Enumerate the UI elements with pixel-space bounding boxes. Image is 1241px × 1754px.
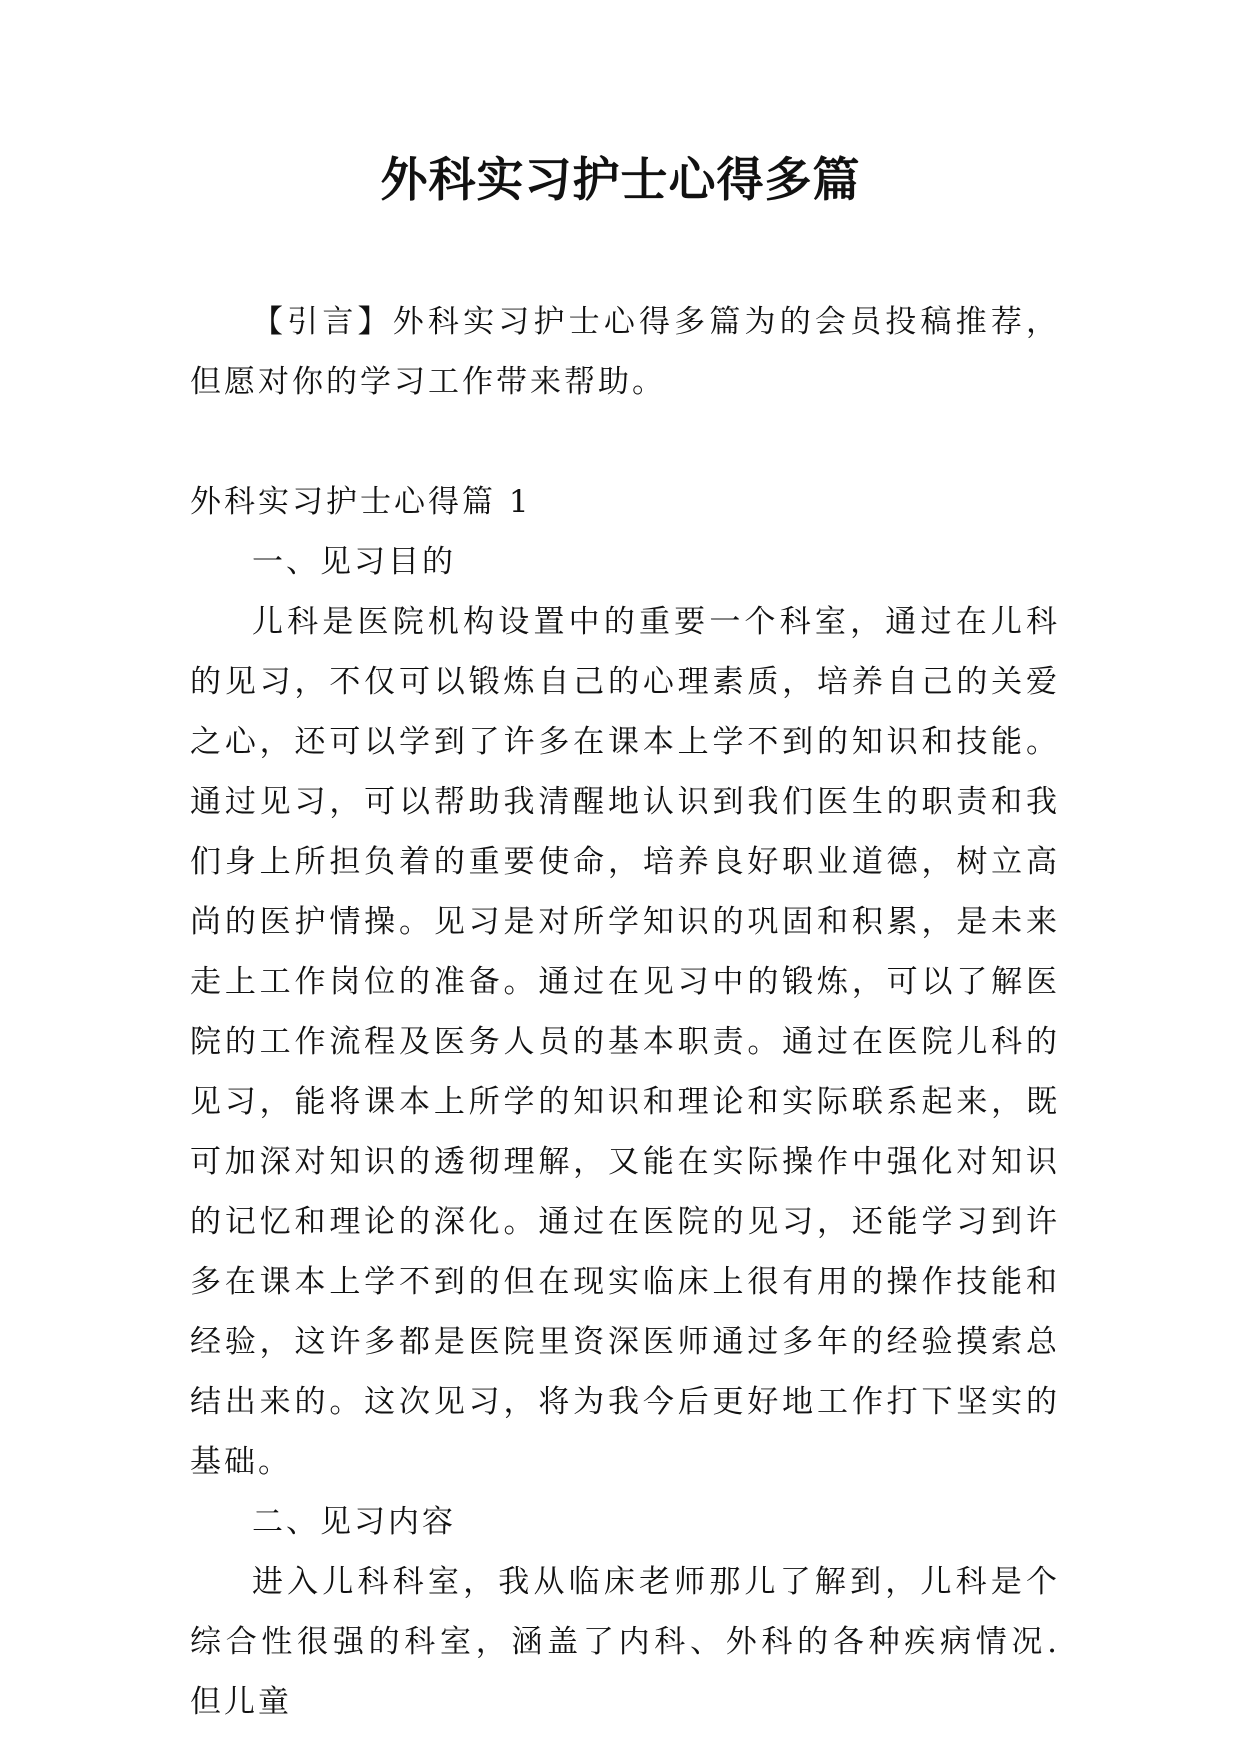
document-body bbox=[190, 292, 1060, 1732]
section-heading-content: 二、见习内容 bbox=[252, 1504, 456, 1540]
intro-paragraph: 【引言】外科实习护士心得多篇为的会员投稿推荐，但愿对你的学习工作带来帮助。 bbox=[190, 304, 1060, 400]
body-paragraph: 进入儿科科室，我从临床老师那儿了解到，儿科是个综合性很强的科室，涵盖了内科、外科的各种疾病情况. 但儿童 bbox=[190, 1564, 1060, 1720]
document-title: 外科实习护士心得多篇 bbox=[380, 153, 861, 208]
article-title: 外科实习护士心得篇 1 bbox=[190, 484, 532, 520]
body-paragraph: 儿科是医院机构设置中的重要一个科室，通过在儿科的见习，不仅可以锻炼自己的心理素质，培养自己的关爱之心，还可以学到了许多在课本上学不到的知识和技能。通过见习，可以帮助我清醒地认识到我们医生的职责和我们身上所担负着的重要使命，培养良好职业道德，树立高尚的医护情操。见习是对所学知识的巩固和积累，是未来走上工作岗位的准备。通过在见习中的锻炼，可以了解医院的工作流程及医务人员的基本职责。通过在医院儿科的见习，能将课本上所学的知识和理论和实际联系起来，既可加深对知识的透彻理解，又能在实际操作中强化对知识的记忆和理论的深化。通过在医院的见习，还能学习到许多在课本上学不到的但在现实临床上很有用的操作技能和经验，这许多都是医院里资深医师通过多年的经验摸索总结出来的。这次见习，将为我今后更好地工作打下坚实的基础。 bbox=[190, 604, 1060, 1480]
section-heading-purpose: 一、见习目的 bbox=[252, 544, 456, 580]
